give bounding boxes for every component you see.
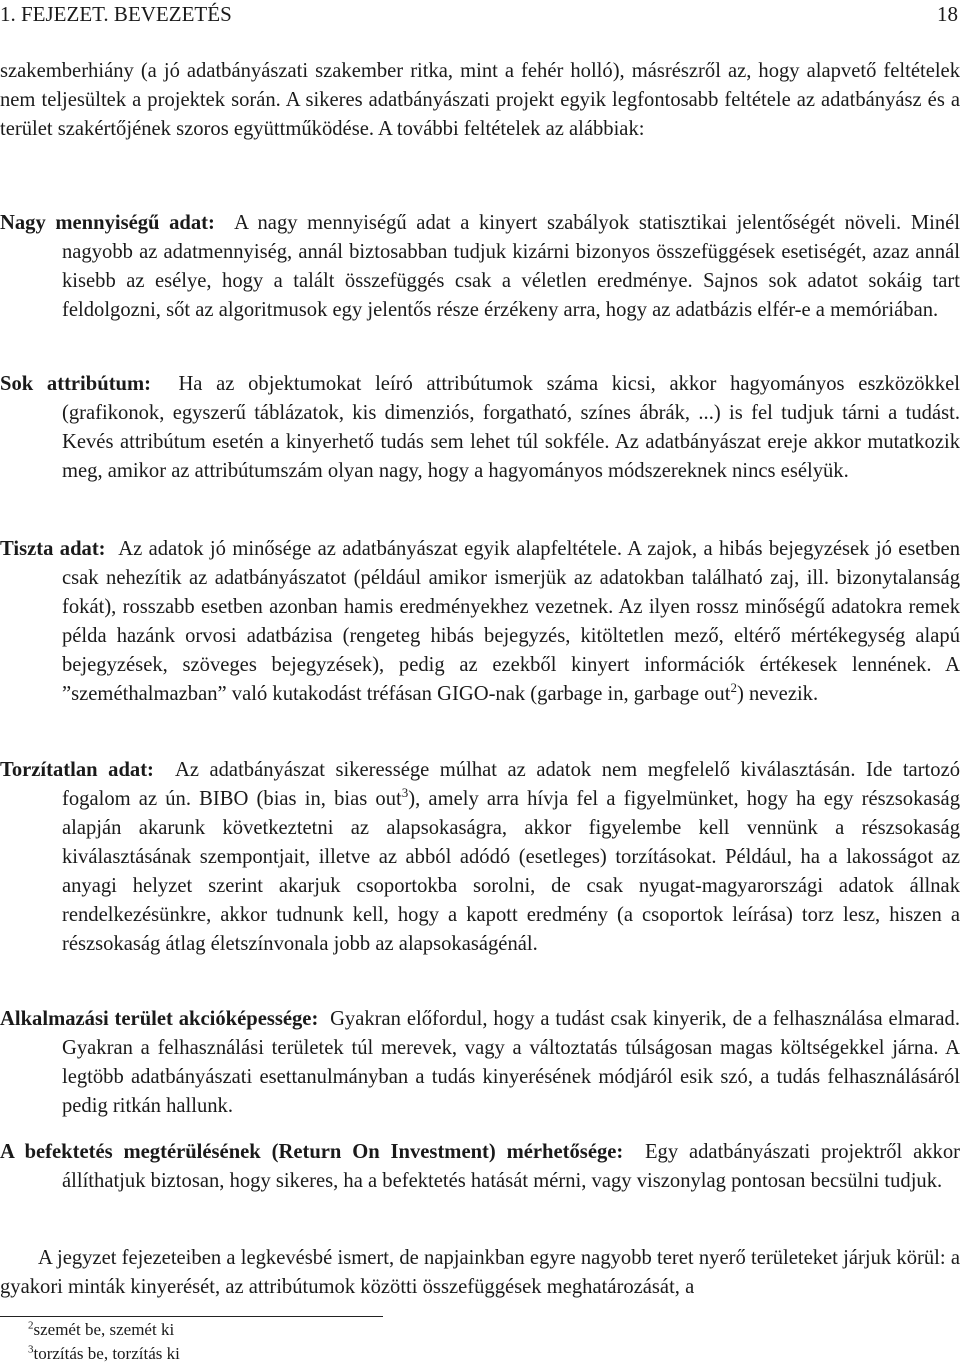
list-item	[0, 1005, 960, 1121]
chapter-title: 1. FEJEZET. BEVEZETÉS	[0, 2, 232, 26]
footnote-text: szemét be, szemét ki	[33, 1320, 175, 1339]
intro-paragraph-text: szakemberhiány (a jó adatbányászati szakember ritka, mint a fehér holló), másrészről az, hogy alapvető feltételek nem teljesültek a projektek során. A sikeres adatbányászati projekt egyik legfontosabb feltétele az adatbányász és a terület szakértőjének szoros együttműködése. A további feltételek az alábbiak:	[0, 60, 960, 140]
footnote-ref[interactable]: 3	[401, 785, 409, 801]
item-text: Az adatbányászat sikeressége múlhat az adatok nem megfelelő kiválasztásán. Ide tartozó fogalom az ún. BIBO (bias in, bias out	[62, 759, 960, 810]
item-text: Az adatok jó minősége az adatbányászat egyik alapfeltétele. A zajok, a hibás bejegyzések jó esetben csak nehezítik az adatbányászatot (például amikor ismerjük az adatokban található zaj, ill. bizonytalanság fokát), rosszabb esetben azonban hamis eredményekhez vezetnek. Az ilyen rossz minőségű adatokra remek példa hazánk orvosi adatbázisa (rengeteg hibás bejegyzés, kitöltetlen mező, eltérő mértékegység alapú bejegyzések, szöveges bejegyzések), pedig az ezekből kinyert információk értékesek lennének. A ”szeméthalmazban” való kutakodást tréfásan GIGO-nak (garbage in, garbage out	[62, 538, 960, 705]
intro-paragraph	[0, 57, 960, 144]
item-term: Alkalmazási terület akcióképessége:	[0, 1008, 319, 1030]
list-item	[0, 756, 960, 959]
footnote-ref[interactable]: 2	[730, 680, 737, 696]
list-item	[0, 370, 960, 486]
page-number: 18	[937, 2, 958, 26]
running-header	[0, 2, 960, 32]
footnote	[28, 1344, 180, 1364]
closing-paragraph	[0, 1244, 960, 1302]
item-term: Sok attribútum:	[0, 373, 152, 395]
item-text-after: ), amely arra hívja fel a figyelmünket, hogy ha egy részsokaság alapján akarunk következtetni az alapsokaságra, akkor figyelembe kell vennünk a részsokaság kiválasztásának szempontjait, illetve az abból adódó (esetleges) torzításokat. Például, ha a lakosságot az anyagi helyzet szerint akarjuk csoportokba sorolni, de csak nyugat-magyarországi adatok állnak rendelkezésünkre, akkor tudnunk kell, hogy a kapott eredmény (a csoportok leírása) torz lesz, hiszen a részsokaság átlag életszínvonala jobb az alapsokaságénál.	[62, 788, 960, 955]
item-text-after: ) nevezik.	[736, 683, 819, 705]
item-text: Ha az objektumokat leíró attribútumok száma kicsi, akkor hagyományos eszközökkel (grafikonok, egyszerű táblázatok, kis dimenziós, forgatható, színes ábrák, ...) is fel tudjuk tárni a tudást. Kevés attribútum esetén a kinyerhető tudás sem lehet túl sokféle. Az adatbányászat ereje akkor mutatkozik meg, amikor az attribútumszám olyan nagy, hogy a hagyományos módszereknek nincs esélyük.	[62, 373, 960, 482]
list-item	[0, 1138, 960, 1196]
footnote-text: torzítás be, torzítás ki	[33, 1344, 180, 1363]
item-term: A befektetés megtérülésének (Return On Investment) mérhetősége:	[0, 1141, 624, 1163]
item-text: Gyakran előfordul, hogy a tudást csak kinyerik, de a felhasználása elmarad. Gyakran a felhasználási területek túl merevek, vagy a változtatás túlságosan magas költségekkel járna. A legtöbb adatbányászati esettanulmányban a tudás kinyerésének módjáról esik szó, a tudás felhasználásáról pedig ritkán hallunk.	[62, 1008, 960, 1117]
list-item	[0, 535, 960, 709]
footnote-rule	[0, 1316, 383, 1317]
item-term: Nagy mennyiségű adat:	[0, 212, 215, 234]
item-text: Egy adatbányászati projektről akkor állíthatjuk biztosan, hogy sikeres, ha a befektetés hatását mérni, vagy viszonylag pontosan becsülni tudjuk.	[62, 1141, 960, 1192]
footnote-mark: 3	[28, 1343, 34, 1356]
footnote-mark: 2	[28, 1319, 34, 1332]
footnote	[28, 1320, 174, 1340]
item-text: A nagy mennyiségű adat a kinyert szabályok statisztikai jelentőségét növeli. Minél nagyobb az adatmennyiség, annál biztosabban tudjuk kizárni bizonyos összefüggések esetiségét, azaz annál kisebb az esélye, hogy a talált összefüggés csak a véletlen eredménye. Sajnos sok adatot sokáig tart feldolgozni, sőt az algoritmusok egy jelentős része érzékeny arra, hogy az adatbázis elfér-e a memóriában.	[62, 212, 960, 321]
item-term: Tiszta adat:	[0, 538, 106, 560]
item-term: Torzítatlan adat:	[0, 759, 154, 781]
list-item	[0, 209, 960, 325]
closing-paragraph-text: A jegyzet fejezeteiben a legkevésbé ismert, de napjainkban egyre nagyobb teret nyerő területeket járjuk körül: a gyakori minták kinyerését, az attribútumok közötti összefüggések meghatározását, a	[0, 1247, 960, 1298]
